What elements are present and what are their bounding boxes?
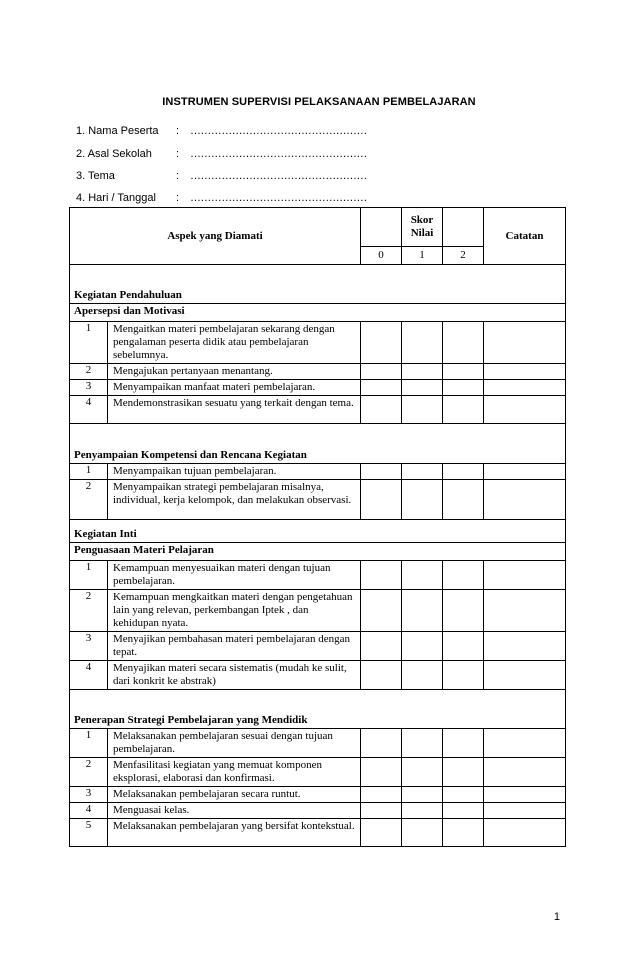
header-catatan: Catatan [484, 208, 566, 265]
header-empty-cell [361, 208, 402, 247]
table-row [70, 819, 566, 847]
catatan-cell[interactable] [484, 464, 566, 480]
score-1-cell[interactable] [402, 632, 443, 661]
score-0-cell[interactable] [361, 661, 402, 690]
table-row [70, 396, 566, 424]
catatan-cell[interactable] [484, 590, 566, 632]
score-2: 2 [443, 247, 484, 265]
score-2-cell[interactable] [443, 364, 484, 380]
score-2-cell[interactable] [443, 787, 484, 803]
catatan-cell[interactable] [484, 729, 566, 758]
score-0-cell[interactable] [361, 464, 402, 480]
field-tema [76, 169, 367, 183]
item-description: Mengaitkan materi pembelajaran sekarang dengan pengalaman peserta didik atau pembelajaran sebelumnya. [108, 322, 361, 364]
item-description: Mengajukan pertanyaan menantang. [108, 364, 361, 380]
document-title: INSTRUMEN SUPERVISI PELAKSANAAN PEMBELAJARAN [162, 96, 476, 108]
table-row [70, 787, 566, 803]
supervision-table [69, 207, 566, 847]
field-value: …………………………………………… [190, 170, 367, 182]
item-number: 4 [70, 661, 108, 690]
table-row [70, 322, 566, 364]
score-2-cell[interactable] [443, 803, 484, 819]
table-row [70, 590, 566, 632]
table-row [70, 632, 566, 661]
item-number: 1 [70, 561, 108, 590]
score-1-cell[interactable] [402, 787, 443, 803]
catatan-cell[interactable] [484, 632, 566, 661]
item-description: Melaksanakan pembelajaran secara runtut. [108, 787, 361, 803]
item-description: Kemampuan menyesuaikan materi dengan tujuan pembelajaran. [108, 561, 361, 590]
score-0-cell[interactable] [361, 322, 402, 364]
header-skor-line1: Skor [410, 214, 434, 226]
table-row [70, 661, 566, 690]
table-row [70, 380, 566, 396]
field-nama-peserta [76, 124, 367, 138]
score-1-cell[interactable] [402, 364, 443, 380]
item-number: 2 [70, 480, 108, 520]
catatan-cell[interactable] [484, 396, 566, 424]
section-title-row [70, 690, 566, 729]
section-title-row [70, 265, 566, 304]
score-2-cell[interactable] [443, 590, 484, 632]
score-1-cell[interactable] [402, 322, 443, 364]
item-description: Menyajikan materi secara sistematis (mudah ke sulit, dari konkrit ke abstrak) [108, 661, 361, 690]
score-2-cell[interactable] [443, 819, 484, 847]
section-title: Penyampaian Kompetensi dan Rencana Kegiatan [70, 424, 566, 464]
catatan-cell[interactable] [484, 787, 566, 803]
item-number: 2 [70, 590, 108, 632]
score-1-cell[interactable] [402, 803, 443, 819]
item-number: 2 [70, 364, 108, 380]
field-label: 3. Tema [76, 170, 115, 182]
score-2-cell[interactable] [443, 632, 484, 661]
item-description: Menyampaikan manfaat materi pembelajaran. [108, 380, 361, 396]
field-colon: : [176, 125, 180, 137]
field-label: 4. Hari / Tanggal [76, 192, 156, 204]
field-colon: : [176, 192, 180, 204]
section-subtitle-row [70, 304, 566, 322]
header-empty-cell [443, 208, 484, 247]
item-number: 4 [70, 396, 108, 424]
item-description: Menyajikan pembahasan materi pembelajaran dengan tepat. [108, 632, 361, 661]
item-number: 1 [70, 322, 108, 364]
score-0-cell[interactable] [361, 396, 402, 424]
item-number: 3 [70, 632, 108, 661]
item-number: 1 [70, 464, 108, 480]
item-description: Kemampuan mengkaitkan materi dengan pengetahuan lain yang relevan, perkembangan Iptek , dan kehidupan nyata. [108, 590, 361, 632]
score-0-cell[interactable] [361, 364, 402, 380]
page-number: 1 [553, 911, 560, 923]
field-label: 1. Nama Peserta [76, 125, 159, 137]
score-0-cell[interactable] [361, 819, 402, 847]
item-description: Mendemonstrasikan sesuatu yang terkait dengan tema. [108, 396, 361, 424]
score-1-cell[interactable] [402, 561, 443, 590]
catatan-cell[interactable] [484, 561, 566, 590]
catatan-cell[interactable] [484, 364, 566, 380]
section-title-row [70, 424, 566, 464]
field-hari-tanggal [76, 191, 367, 205]
score-2-cell[interactable] [443, 380, 484, 396]
score-2-cell[interactable] [443, 464, 484, 480]
score-0: 0 [361, 247, 402, 265]
score-2-cell[interactable] [443, 758, 484, 787]
field-colon: : [176, 148, 180, 160]
item-description: Menguasai kelas. [108, 803, 361, 819]
catatan-cell[interactable] [484, 380, 566, 396]
score-1-cell[interactable] [402, 729, 443, 758]
field-value: …………………………………………… [190, 192, 367, 204]
score-0-cell[interactable] [361, 632, 402, 661]
field-value: …………………………………………… [190, 148, 367, 160]
catatan-cell[interactable] [484, 803, 566, 819]
score-0-cell[interactable] [361, 787, 402, 803]
section-title: Kegiatan Pendahuluan [70, 265, 566, 304]
table-header-row [70, 208, 566, 247]
item-number: 3 [70, 380, 108, 396]
catatan-cell[interactable] [484, 480, 566, 520]
score-1-cell[interactable] [402, 480, 443, 520]
item-number: 2 [70, 758, 108, 787]
score-1: 1 [402, 247, 443, 265]
section-title: Penerapan Strategi Pembelajaran yang Mendidik [70, 690, 566, 729]
score-1-cell[interactable] [402, 464, 443, 480]
score-2-cell[interactable] [443, 661, 484, 690]
score-2-cell[interactable] [443, 729, 484, 758]
section-subtitle-row [70, 543, 566, 561]
score-1-cell[interactable] [402, 661, 443, 690]
item-description: Melaksanakan pembelajaran yang bersifat kontekstual. [108, 819, 361, 847]
field-asal-sekolah [76, 147, 367, 161]
catatan-cell[interactable] [484, 661, 566, 690]
section-subtitle: Apersepsi dan Motivasi [70, 304, 566, 322]
item-number: 4 [70, 803, 108, 819]
section-title: Kegiatan Inti [70, 520, 566, 543]
field-label: 2. Asal Sekolah [76, 148, 152, 160]
section-title-row [70, 520, 566, 543]
score-2-cell[interactable] [443, 561, 484, 590]
score-0-cell[interactable] [361, 561, 402, 590]
table-row [70, 803, 566, 819]
score-0-cell[interactable] [361, 480, 402, 520]
table-row [70, 561, 566, 590]
header-aspek: Aspek yang Diamati [70, 208, 361, 265]
score-0-cell[interactable] [361, 758, 402, 787]
item-number: 1 [70, 729, 108, 758]
score-2-cell[interactable] [443, 480, 484, 520]
score-1-cell[interactable] [402, 590, 443, 632]
score-0-cell[interactable] [361, 590, 402, 632]
field-colon: : [176, 170, 180, 182]
table-row [70, 480, 566, 520]
score-0-cell[interactable] [361, 803, 402, 819]
catatan-cell[interactable] [484, 758, 566, 787]
item-description: Menyampaikan strategi pembelajaran misalnya, individual, kerja kelompok, dan melakukan observasi. [108, 480, 361, 520]
table-row [70, 464, 566, 480]
score-1-cell[interactable] [402, 380, 443, 396]
header-skor-line2: Nilai [410, 227, 434, 239]
header-skor [402, 208, 443, 247]
score-1-cell[interactable] [402, 396, 443, 424]
score-2-cell[interactable] [443, 322, 484, 364]
table-row [70, 364, 566, 380]
field-value: …………………………………………… [190, 125, 367, 137]
score-0-cell[interactable] [361, 729, 402, 758]
score-1-cell[interactable] [402, 758, 443, 787]
item-number: 5 [70, 819, 108, 847]
score-0-cell[interactable] [361, 380, 402, 396]
item-description: Menfasilitasi kegiatan yang memuat komponen eksplorasi, elaborasi dan konfirmasi. [108, 758, 361, 787]
score-2-cell[interactable] [443, 396, 484, 424]
section-subtitle: Penguasaan Materi Pelajaran [70, 543, 566, 561]
catatan-cell[interactable] [484, 819, 566, 847]
item-description: Menyampaikan tujuan pembelajaran. [108, 464, 361, 480]
table-row [70, 729, 566, 758]
table-row [70, 758, 566, 787]
item-description: Melaksanakan pembelajaran sesuai dengan tujuan pembelajaran. [108, 729, 361, 758]
item-number: 3 [70, 787, 108, 803]
catatan-cell[interactable] [484, 322, 566, 364]
score-1-cell[interactable] [402, 819, 443, 847]
